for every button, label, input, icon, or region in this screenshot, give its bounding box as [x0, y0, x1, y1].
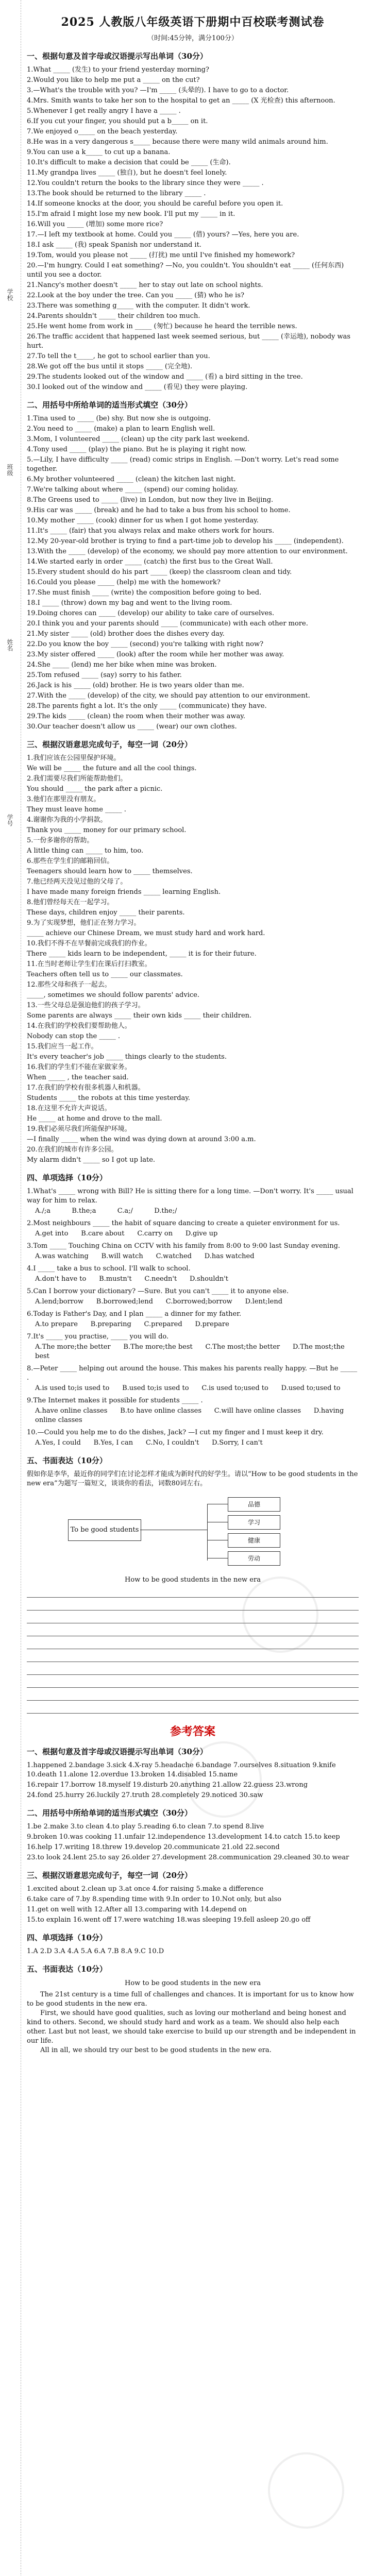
question-en: There _____ kids learn to be independent, _____ it is for their future. — [27, 950, 257, 958]
exam-subtitle: （时间:45分钟，满分100分） — [147, 35, 238, 42]
mcq-question: 5.Can I borrow your dictionary? —Sure. But you can't _____ it to anyone else. — [27, 1287, 289, 1295]
mcq-question: 10.—Could you help me to do the dishes, Jack? —I cut my finger and I must keep it dry. — [27, 1429, 324, 1436]
question: 4.Tony used _____ (play) the piano. But he is playing it right now. — [27, 446, 247, 453]
mindmap-item: 健康 — [228, 1533, 280, 1548]
question: 11.It's _____ (fair) that you always relax and make others work for hours. — [27, 527, 275, 535]
question: 6.My brother volunteered _____ (clean) the kitchen last night. — [27, 476, 236, 483]
question-en: —I finally _____ when the wind was dying down at around 3:00 a.m. — [27, 1136, 256, 1143]
model-essay-paragraph: First, we should have good qualities, such as loving our motherland and being honest and kind to others. Second, we should study hard and work as a team. We should also help each other. Last but not least, we should take exercise to build up our strength and be independent in our life. — [27, 2009, 356, 2045]
mcq-options: A.don't have to B.mustn't C.needn't D.shouldn't — [35, 1275, 229, 1283]
binding-margin — [0, 0, 21, 2576]
question: 3.Mom, I volunteered _____ (clean) up the city park last weekend. — [27, 435, 250, 443]
question-cn: 13.一些父母总是强迫他们的孩子学习。 — [27, 1002, 145, 1009]
answer-section-title: 五、书面表达（10分） — [27, 1964, 107, 1974]
question-en: A little thing can _____ to him, too. — [27, 847, 144, 855]
writing-line[interactable] — [27, 1664, 359, 1675]
question: 29.The students looked out of the window and _____ (看) a bird sitting in the tree. — [27, 373, 303, 381]
mcq-options: A./;a B.the;a C.a;/ D.the;/ — [35, 1207, 177, 1215]
mcq-options: A.have online classes B.to have online classes C.will have online classes D.having online classes — [35, 1407, 346, 1424]
question-en: Students _____ the robots at this time yesterday. — [27, 1094, 191, 1102]
answer-section-title: 四、单项选择（10分） — [27, 1933, 107, 1942]
question-cn: 3.他们在那里没有朋友。 — [27, 795, 100, 803]
question: 10.My mother _____ (cook) dinner for us when I got home yesterday. — [27, 517, 259, 524]
answer-section-title: 一、根据句意及首字母或汉语提示写出单词（30分） — [27, 1747, 208, 1756]
mindmap-center: To be good students — [68, 1519, 141, 1541]
watermark-stamp — [256, 2440, 357, 2541]
question: 7.We're talking about where _____ (spend) our coming holiday. — [27, 486, 239, 494]
section-2 — [27, 399, 359, 732]
mcq-question: 7.It's _____ you practise, _____ you will do. — [27, 1333, 169, 1341]
writing-line[interactable] — [27, 1677, 359, 1688]
writing-line[interactable] — [27, 1651, 359, 1662]
mcq-options: A.lend;borrow B.borrowed;lend C.borrowed;borrow D.lent;lend — [35, 1298, 283, 1306]
question: 15.I'm afraid I might lose my new book. I'll put my _____ in it. — [27, 210, 235, 218]
question: 8.He was in a very dangerous s_____ because there were many wild animals around him. — [27, 138, 328, 146]
mcq-question: 8.—Peter _____ helping out around the house. This makes his parents really happy. —But he _____ . — [27, 1365, 358, 1382]
section-title: 五、书面表达（10分） — [27, 1456, 107, 1465]
essay-heading: How to be good students in the new era — [125, 1576, 261, 1584]
question: 4.Mrs. Smith wants to take her son to the hospital to get an _____ (X 光检查) this afternoon. — [27, 97, 335, 105]
section-title: 四、单项选择（10分） — [27, 1173, 107, 1182]
question-en: _____ achieve our Chinese Dream, we must study hard and work hard. — [27, 929, 265, 937]
question-en: We will be _____ the future and all the cool things. — [27, 765, 197, 772]
exam-title: 2025 人教版八年级英语下册期中百校联考测试卷 — [61, 15, 325, 29]
question: 21.My sister _____ (old) brother does the dishes every day. — [27, 630, 225, 638]
answer-line: 16.repair 17.borrow 18.myself 19.disturb 20.anything 21.allow 22.guess 23.wrong — [27, 1781, 308, 1789]
question: 27.To tell the t_____, he got to school earlier than you. — [27, 352, 210, 360]
name-label: 姓名 — [6, 639, 13, 651]
answer-section-title: 二、用括号中所给单词的适当形式填空（30分） — [27, 1808, 192, 1818]
question-en: Teachers often tell us to _____ our classmates. — [27, 971, 183, 978]
question-en: My alarm didn't _____ so I got up late. — [27, 1156, 156, 1164]
question: 5.—Lily, I have difficulty _____ (read) comic strips in English. —Don't worry. Let's read some together. — [27, 456, 339, 473]
answer-line: 16.help 17.writing 18.threw 19.develop 20.communicate 21.old 22.second — [27, 1843, 280, 1851]
question: 29.The kids _____ (clean) the room when their mother was away. — [27, 713, 245, 720]
question-cn: 7.他已经两天没见过他的父母了。 — [27, 878, 127, 886]
question: 8.The Greens used to _____ (live) in London, but now they live in Beijing. — [27, 496, 274, 504]
answer-line: 9.broken 10.was cooking 11.unfair 12.independence 13.development 14.to catch 15.to keep — [27, 1833, 340, 1841]
question: 25.He went home from work in _____ (匆忙) because he heard the terrible news. — [27, 323, 297, 330]
mindmap-item: 学习 — [228, 1515, 280, 1530]
question: 12.My 20-year-old brother is trying to find a part-time job to develop his _____ (independent). — [27, 537, 344, 545]
question: 1.Tina used to _____ (be) shy. But now she is outgoing. — [27, 415, 211, 422]
section-1 — [27, 50, 359, 392]
question: 3.—What's the trouble with you? —I'm _____ (头晕的). I have to go to a doctor. — [27, 87, 289, 94]
question: 15.Every student should do his part _____ (keep) the classroom clean and tidy. — [27, 568, 292, 576]
question-cn: 8.他们曾经每天在一起学习。 — [27, 899, 114, 906]
question: 18.I _____ (throw) down my bag and went to the living room. — [27, 599, 232, 607]
question-en: Teenagers should learn how to _____ themselves. — [27, 868, 193, 875]
question: 16.Will you _____ (增加) some more rice? — [27, 221, 163, 228]
question-en: He _____ at home and drove to the mall. — [27, 1115, 162, 1123]
question-en: These days, children enjoy _____ their parents. — [27, 909, 185, 917]
question-cn: 15.我们应当一起工作。 — [27, 1043, 98, 1050]
mcq-options: A.get into B.care about C.carry on D.give up — [35, 1230, 218, 1238]
mcq-question: 3.Tom _____ Touching China on CCTV with his family from 8:00 to 9:00 last Sunday evening. — [27, 1242, 341, 1250]
question: 17.—I left my textbook at home. Could you _____ (借) yours? —Yes, here you are. — [27, 231, 299, 239]
mcq-question: 1.What's _____ wrong with Bill? He is sitting there for a long time. —Don't worry. It's _____ usual way for him to relax. — [27, 1188, 353, 1205]
mindmap-item: 品德 — [228, 1497, 280, 1512]
question-cn: 10.我们不得不在早餐前完成我们的作业。 — [27, 940, 151, 947]
question: 13.With the _____ (develop) of the economy, we should pay more attention to our environment. — [27, 548, 348, 555]
writing-line[interactable] — [27, 1703, 359, 1714]
answer-title: 参考答案 — [170, 1725, 215, 1738]
question: 9.His car was _____ (break) and he had to take a bus from his school to home. — [27, 506, 291, 514]
question: 10.It's difficult to make a decision that could be _____ (生命). — [27, 159, 231, 166]
question-cn: 4.谢谢你为我的小学捐款。 — [27, 816, 107, 824]
question-cn: 17.在我们的学校有很多机器人和机器。 — [27, 1084, 145, 1092]
exam-content — [27, 9, 359, 2055]
answer-line: 1.excited about 2.clean up 3.at once 4.for raising 5.make a difference — [27, 1885, 264, 1893]
mcq-options: A.The more;the better B.The more;the best C.The most;the better D.The most;the best — [35, 1343, 347, 1360]
question: 26.The traffic accident that happened last week seemed serious, but _____ (幸运地), nobody was hurt. — [27, 333, 351, 350]
question: 30.Our teacher doesn't allow us _____ (wear) our own clothes. — [27, 723, 237, 731]
answer-line: 1.happened 2.bandage 3.sick 4.X-ray 5.headache 6.bandage 7.ourselves 8.situation 9.knife 10.death 11.alone 12.overdue 13.broken 14.disabled 15.name — [27, 1761, 336, 1778]
answer-line: 23.to look 24.lent 25.to say 26.older 27.development 28.communication 29.cleaned 30.to wear — [27, 1854, 349, 1861]
question: 21.Nancy's mother doesn't _____ her to stay out late on school nights. — [27, 281, 263, 289]
question: 6.If you cut your finger, you should put a b_____ on it. — [27, 117, 208, 125]
mindmap-item: 劳动 — [228, 1551, 280, 1566]
question-cn: 19.我们必须尽我们所能保护环境。 — [27, 1125, 131, 1133]
question: 7.We enjoyed o_____ on the beach yesterday. — [27, 128, 178, 135]
question-en: They must leave home _____ . — [27, 806, 126, 814]
question: 18.I ask _____ (我) speak Spanish nor understand it. — [27, 241, 201, 249]
mcq-question: 9.The Internet makes it possible for students _____ . — [27, 1397, 203, 1404]
question: 23.My sister offered _____ (look) after the room while her mother was away. — [27, 651, 284, 658]
question-cn: 5.一份多谢你的帮助。 — [27, 837, 94, 844]
question-en: I have made many foreign friends _____ learning English. — [27, 888, 221, 896]
question: 22.Look at the boy under the tree. Can you _____ (猜) who he is? — [27, 292, 244, 299]
question-en: _____, sometimes we should follow parents' advice. — [27, 991, 199, 999]
class-label: 班级 — [6, 464, 13, 476]
section-title: 一、根据句意及首字母或汉语提示写出单词（30分） — [27, 52, 208, 61]
question: 26.Jack is his _____ (old) brother. He is two years older than me. — [27, 682, 244, 689]
question: 27.With the _____ (develop) of the city, we should pay attention to our environment. — [27, 692, 310, 700]
model-essay-paragraph: The 21st century is a time full of challenges and chances. It is important for us to know how to be good students in the new era. — [27, 1991, 354, 2008]
writing-line[interactable] — [27, 1690, 359, 1701]
question-cn: 9.为了实现梦想，他们正在努力学习。 — [27, 919, 141, 927]
question-cn: 11.在当时老师让学生们在课后打扫教室。 — [27, 960, 151, 968]
answer-line: 1.be 2.make 3.to clean 4.to play 5.reading 6.to clean 7.to spend 8.live — [27, 1823, 264, 1831]
model-essay-title: How to be good students in the new era — [125, 1979, 261, 1987]
question-cn: 2.我们需要尽我们所能帮助他们。 — [27, 775, 127, 783]
section-4 — [27, 1172, 359, 1448]
question: 11.My grandpa lives _____ (独自), but he doesn't feel lonely. — [27, 169, 227, 177]
question-cn: 12.那些父母和孩子一起去。 — [27, 981, 111, 989]
question: 19.Doing chores can _____ (develop) our ability to take care of ourselves. — [27, 609, 275, 617]
question: 19.Tom, would you please not _____ (打扰) me until I've finished my homework? — [27, 251, 295, 259]
section-3 — [27, 739, 359, 1165]
question-cn: 16.我们的学生们不能在家做家务。 — [27, 1063, 131, 1071]
question-en: Nobody can stop the _____ . — [27, 1032, 121, 1040]
question: 5.Whenever I get really angry I have a _____ . — [27, 107, 181, 115]
student-number-label: 学号 — [6, 814, 13, 826]
question: 16.Could you please _____ (help) me with the homework? — [27, 579, 221, 586]
question: 2.You need to _____ (make) a plan to learn English well. — [27, 425, 215, 433]
section-title: 三、根据汉语意思完成句子，每空一词（20分） — [27, 740, 192, 749]
question: 2.Would you like to help me put a _____ on the cut? — [27, 76, 200, 84]
mcq-question: 6.Today is Father's Day, and I plan _____ a dinner for my father. — [27, 1310, 242, 1318]
question-en: When _____ , the teacher said. — [27, 1074, 129, 1081]
mindmap — [47, 1494, 336, 1571]
question: 23.There was something g_____ with the computer. It didn't work. — [27, 302, 250, 310]
mindmap-connector — [207, 1504, 208, 1561]
model-essay-paragraph: All in all, we should try our best to be good students in the new era. — [40, 2046, 272, 2054]
question: 24.Parents shouldn't _____ their children too much. — [27, 312, 200, 320]
question: 9.You can use a k_____ to cut up a banana. — [27, 148, 171, 156]
mcq-options: A.to prepare B.preparing C.prepared D.prepare — [35, 1320, 229, 1328]
question: 14.If someone knocks at the door, you should be careful before you open it. — [27, 200, 283, 208]
mcq-question: 2.Most neighbours _____ the habit of square dancing to create a quieter environment for us. — [27, 1219, 340, 1227]
writing-prompt: 假如你是李华，最近你的同学们在讨论怎样才能成为新时代的好学生。请以“How to be good students in the new era”为题写一篇短文，谈谈你的看法，词数80词左右。 — [27, 1470, 358, 1487]
question-en: Some parents are always _____ their own kids _____ their children. — [27, 1012, 252, 1020]
question: 13.The book should be returned to the library _____ . — [27, 190, 206, 197]
question: 17.She must finish _____ (write) the composition before going to bed. — [27, 589, 262, 597]
question-en: You should _____ the park after a picnic. — [27, 785, 163, 793]
mcq-options: A.Yes, I could B.Yes, I can C.No, I couldn't D.Sorry, I can't — [35, 1439, 263, 1447]
question-cn: 14.在我们的学校我们要帮助他人。 — [27, 1022, 131, 1030]
question-en: It's every teacher's job _____ things clearly to the students. — [27, 1053, 227, 1061]
question: 20.—I'm hungry. Could I eat something? —No, you couldn't. You shouldn't eat _____ (任何东西) until you see a doctor. — [27, 262, 344, 279]
question: 28.The parents fight a lot. It's the only _____ (communicate) they have. — [27, 702, 267, 710]
answer-line: 24.fond 25.hurry 26.luckily 27.truth 28.completely 29.noticed 30.saw — [27, 1791, 263, 1799]
school-label: 学校 — [6, 289, 13, 301]
question: 24.She _____ (lend) me her bike when mine was broken. — [27, 661, 217, 669]
question: 30.I looked out of the window and _____ (看见) they were playing. — [27, 383, 248, 391]
question: 1.What _____ (发生) to your friend yesterday morning? — [27, 66, 209, 74]
answer-line: 11.get on well with 12.After all 13.comparing with 14.depend on — [27, 1906, 247, 1913]
answer-section-title: 三、根据汉语意思完成句子，每空一词（20分） — [27, 1871, 192, 1880]
mcq-options: A.is used to;is used to B.used to;is used to C.is used to;used to D.used to;used to — [35, 1384, 341, 1392]
answer-line: 6.take care of 7.by 8.spending time with 9.In order to 10.Not only, but also — [27, 1895, 281, 1903]
question: 14.We started early in order _____ (catch) the first bus to the Great Wall. — [27, 558, 273, 566]
question-cn: 18.在这里不允许大声说话。 — [27, 1105, 111, 1112]
section-title: 二、用括号中所给单词的适当形式填空（30分） — [27, 400, 192, 410]
mcq-options: A.was watching B.will watch C.watched D.has watched — [35, 1252, 255, 1260]
question: 28.We got off the bus until it stops _____ (完全地). — [27, 363, 193, 370]
mcq-question: 4.I _____ take a bus to school. I'll walk to school. — [27, 1265, 191, 1273]
answer-line: 15.to explain 16.went off 17.were watching 18.was sleeping 19.fell asleep 20.go off — [27, 1916, 311, 1924]
question: 20.I think you and your parents should _____ (communicate) with each other more. — [27, 620, 308, 628]
question: 22.Do you know the boy _____ (second) you're talking with right now? — [27, 640, 264, 648]
section-5 — [27, 1455, 359, 1714]
question-cn: 1.我们应该在公园里保护环境。 — [27, 754, 121, 762]
answer-line: 1.A 2.D 3.A 4.A 5.A 6.A 7.B 8.A 9.C 10.D — [27, 1947, 164, 1955]
question-cn: 20.在我们的城市有许多公园。 — [27, 1146, 118, 1154]
question-cn: 6.那些在学生们的邮箱回信。 — [27, 857, 114, 865]
question: 25.Tom refused _____ (say) sorry to his father. — [27, 671, 182, 679]
question: 12.You couldn't return the books to the library since they were _____ . — [27, 179, 264, 187]
question-en: Thank you _____ money for our primary school. — [27, 826, 187, 834]
